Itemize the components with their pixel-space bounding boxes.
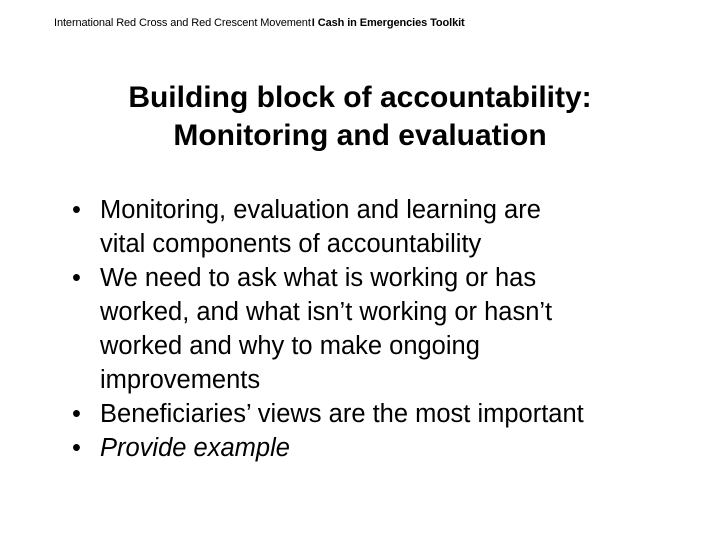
bullet-marker: • xyxy=(72,434,81,462)
toolkit-header xyxy=(54,17,465,29)
bullet-marker: • xyxy=(72,400,81,428)
bullet-item xyxy=(72,397,712,431)
bullet-text-line: Monitoring, evaluation and learning are xyxy=(100,196,541,224)
bullet-text-line: Beneficiaries’ views are the most important xyxy=(100,400,584,428)
bullet-list xyxy=(72,193,712,465)
bullet-marker: • xyxy=(72,264,81,292)
slide-title xyxy=(0,79,720,155)
bullet-text-line: worked, and what isn’t working or hasn’t xyxy=(100,298,553,326)
bullet-item xyxy=(72,431,712,465)
bullet-text-line: Provide example xyxy=(100,434,290,462)
bullet-marker: • xyxy=(72,196,81,224)
bullet-text-line: improvements xyxy=(100,366,261,394)
header-separator: I xyxy=(311,17,315,29)
header-product: Cash in Emergencies Toolkit xyxy=(317,17,465,29)
title-line-2: Monitoring and evaluation xyxy=(173,119,547,152)
bullet-text-line: We need to ask what is working or has xyxy=(100,264,537,292)
bullet-text-line: worked and why to make ongoing xyxy=(100,332,480,360)
bullet-item xyxy=(72,261,712,397)
bullet-item xyxy=(72,193,712,261)
bullet-text-line: vital components of accountability xyxy=(100,230,482,258)
title-line-1: Building block of accountability: xyxy=(128,81,592,114)
header-organization: International Red Cross and Red Crescent Movement xyxy=(54,17,311,29)
